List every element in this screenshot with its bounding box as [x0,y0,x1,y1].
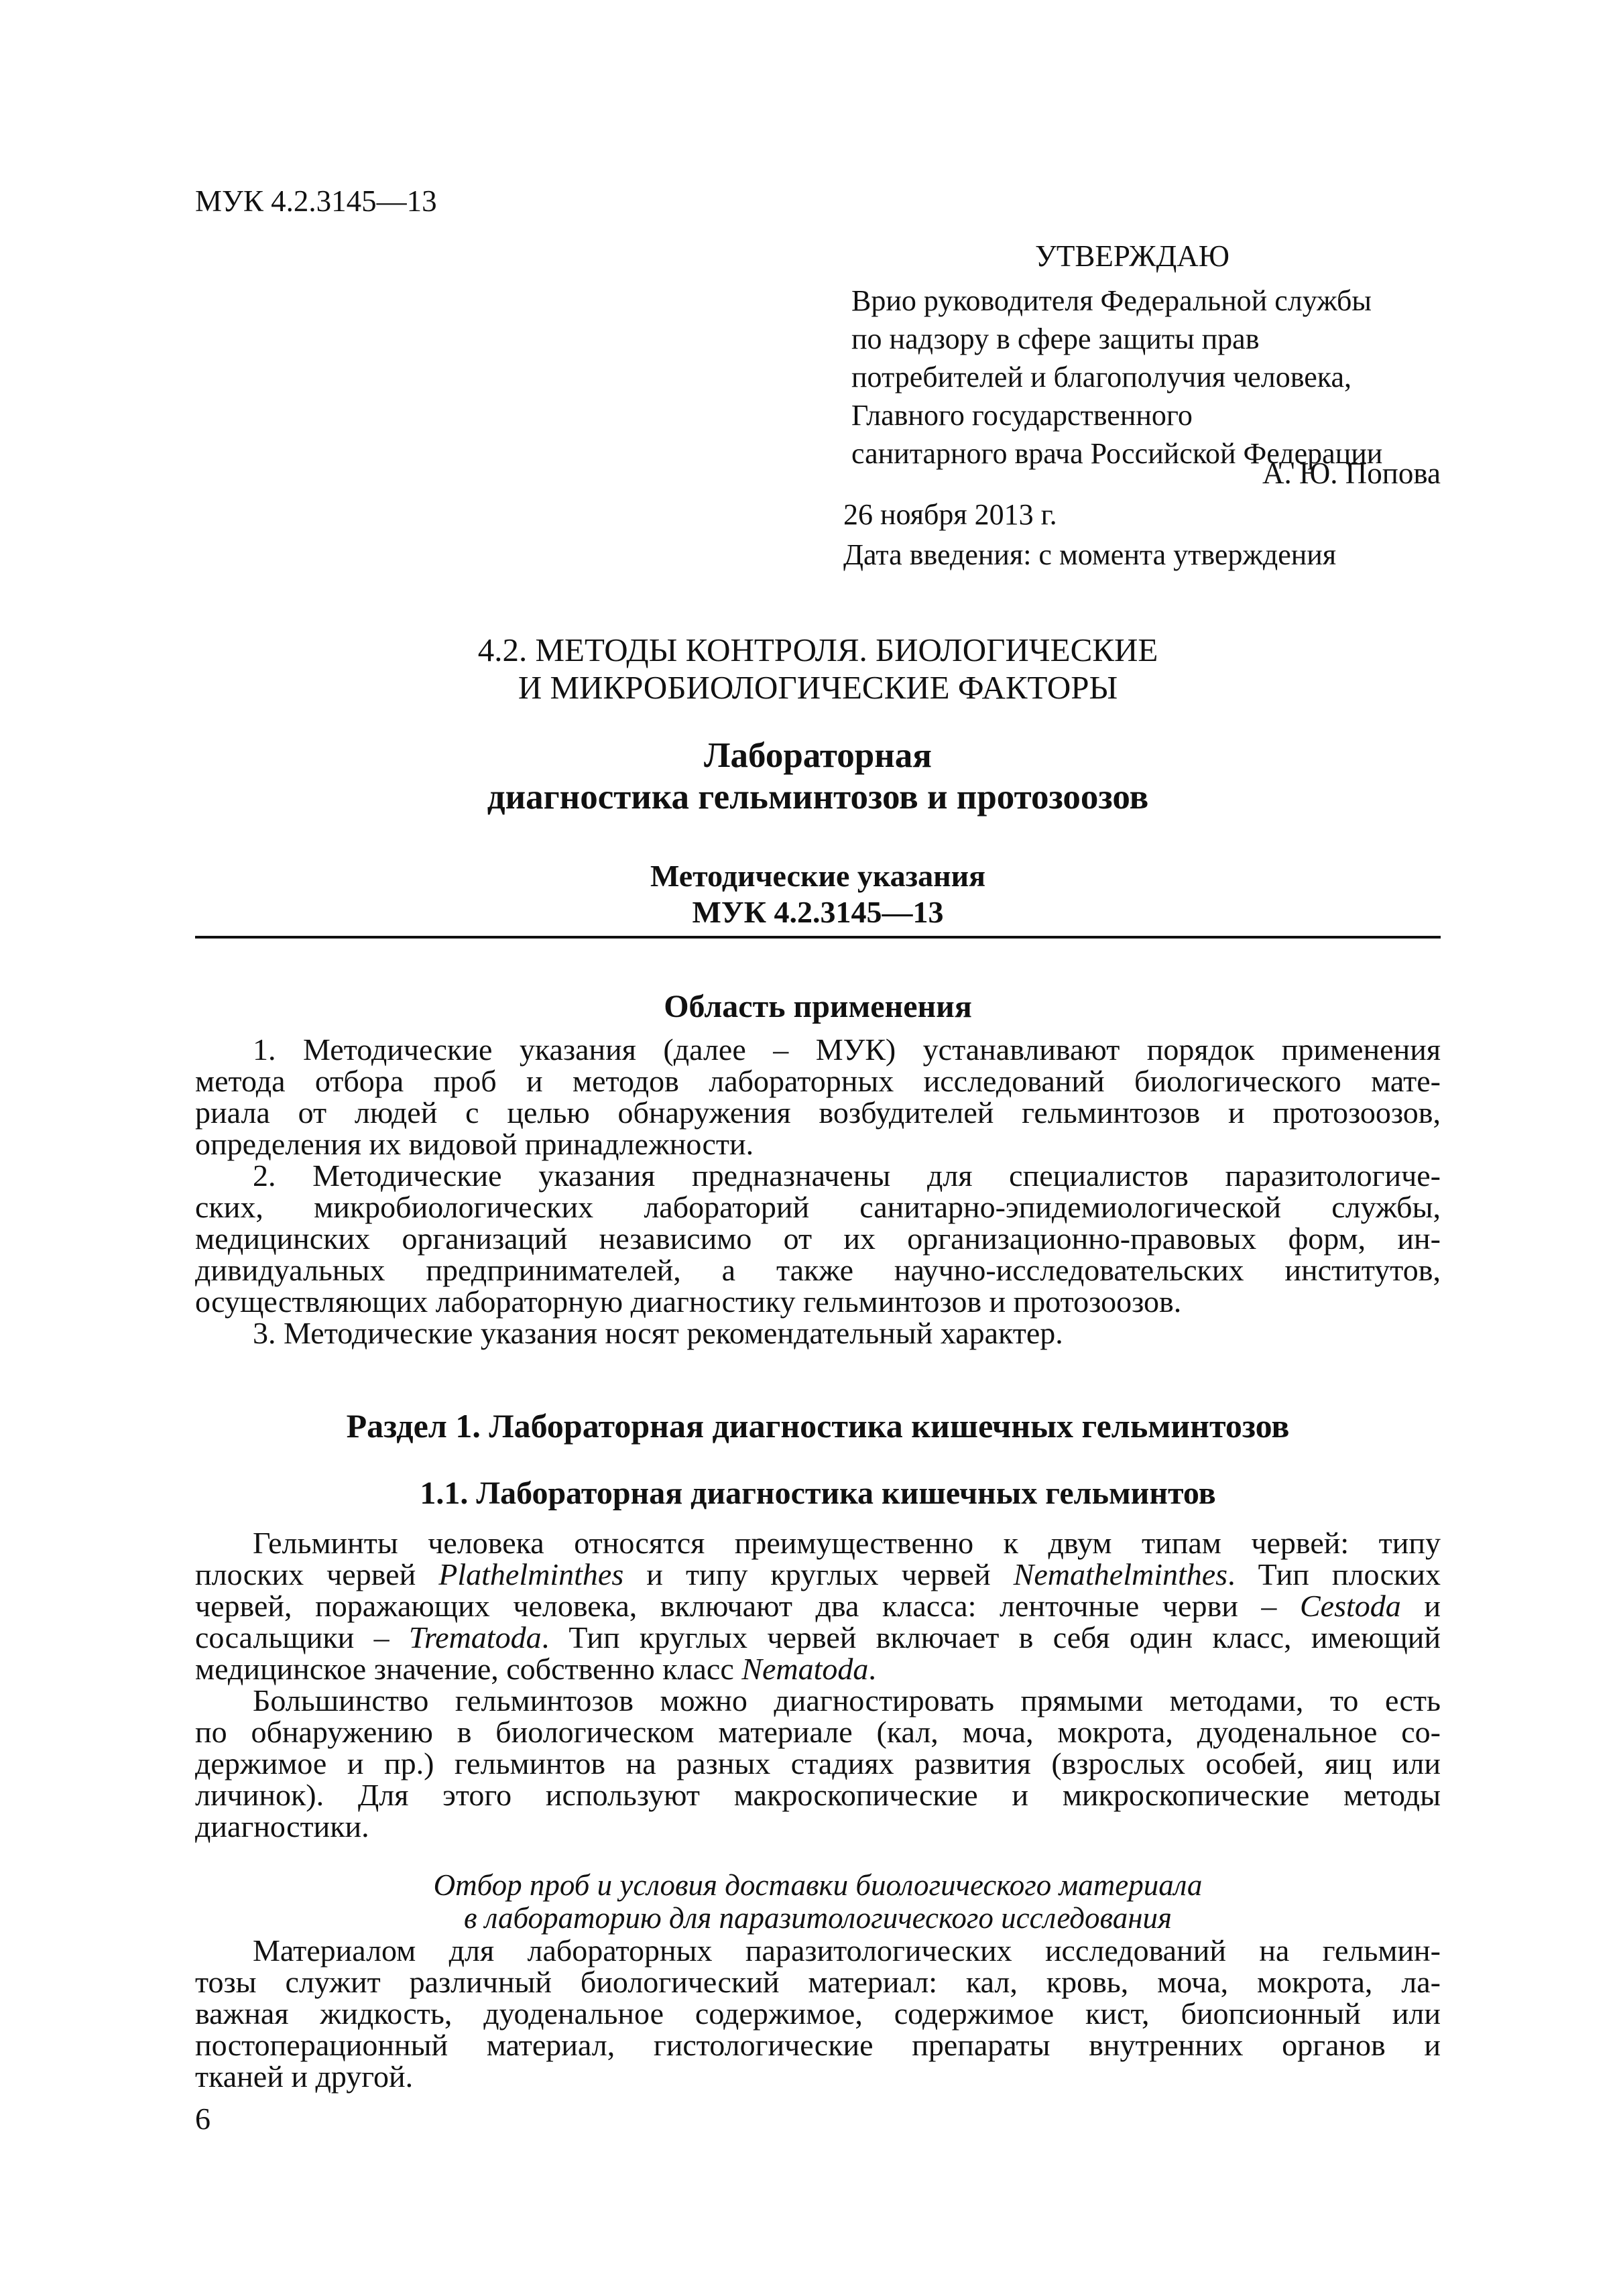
running-header: МУК 4.2.3145—13 [195,184,437,218]
title-line: Лабораторная [704,736,932,775]
taxon-name: Nematoda [741,1652,869,1686]
text-span: сосальщики – [195,1620,409,1654]
taxon-name: Cestoda [1300,1589,1401,1623]
taxon-name: Plathelminthes [438,1557,624,1591]
text-line: осуществляющих лабораторную диагностику гельминтозов и протозоозов. [195,1284,1182,1319]
category-line: И МИКРОБИОЛОГИЧЕСКИЕ ФАКТОРЫ [518,669,1118,706]
text-line: важная жидкость, дуоденальное содержимое, содержимое кист, биопсионный или [195,1996,1441,2031]
taxon-name: Nemathelminthes [1013,1557,1228,1591]
category-heading [195,631,1441,707]
italic-heading-line: Отбор проб и условия доставки биологического материала [433,1868,1203,1902]
doc-type-line: Методические указания [650,859,986,893]
text-line [195,1653,1441,1685]
approval-line: потребителей и благополучия человека, [851,361,1352,394]
scope-paragraph-3 [195,1317,1441,1349]
text-line: личинок). Для этого используют макроскопические и микроскопические методы [195,1778,1441,1812]
signatory-name: А. Ю. Попова [1262,457,1441,490]
text-line: Гельминты человека относятся преимущественно к двум типам червей: типу [253,1526,1441,1560]
section-heading: Раздел 1. Лабораторная диагностика кишечных гельминтозов [346,1407,1290,1445]
text-span: . Тип плоских [1227,1557,1441,1591]
text-line: медицинских организаций независимо от их организационно-правовых форм, ин- [195,1221,1441,1256]
text-line: 3. Методические указания носят рекомендательный характер. [253,1316,1063,1350]
effective-date: Дата введения: с момента утверждения [843,538,1337,571]
approval-block [851,282,1382,473]
text-line: держимое и пр.) гельминтов на разных стадиях развития (взрослых особей, яиц или [195,1746,1441,1780]
doc-type-line: МУК 4.2.3145—13 [692,895,944,929]
subsection-heading: 1.1. Лабораторная диагностика кишечных гельминтов [420,1475,1216,1511]
scope-heading: Область применения [664,989,972,1024]
title-line: диагностика гельминтозов и протозоозов [487,778,1149,817]
paragraph-diagnosis [195,1685,1441,1842]
taxon-name: Trematoda [408,1620,542,1654]
text-line: Материалом для лабораторных паразитологических исследований на гельмин- [253,1933,1441,1968]
text-line: по обнаружению в биологическом материале (кал, моча, мокрота, дуоденальное со- [195,1715,1441,1749]
title-rule [195,936,1441,939]
approval-date: 26 ноября 2013 г. [843,498,1057,531]
approval-line: Врио руководителя Федеральной службы [851,284,1372,317]
text-line: 2. Методические указания предназначены для специалистов паразитологиче- [253,1158,1441,1193]
approval-line: по надзору в сфере защиты прав [851,322,1260,355]
doc-type [195,858,1441,930]
section-body [195,1527,1441,1842]
text-line: риала от людей с целью обнаружения возбудителей гельминтозов и протозоозов, [195,1095,1441,1130]
text-line: тозы служит различный биологический материал: кал, кровь, моча, мокрота, ла- [195,1965,1441,1999]
document-title [195,735,1441,818]
paragraph-material [195,1935,1441,2092]
text-line: Большинство гельминтозов можно диагностировать прямыми методами, то есть [253,1683,1441,1717]
text-span: . [868,1652,876,1686]
category-line: 4.2. МЕТОДЫ КОНТРОЛЯ. БИОЛОГИЧЕСКИЕ [477,631,1158,668]
text-span: . Тип круглых червей включает в себя один класс, имеющий [541,1620,1441,1654]
text-line: постоперационный материал, гистологические препараты внутренних органов и [195,2028,1441,2062]
text-span: и [1400,1589,1441,1623]
text-span: и типу круглых червей [623,1557,1014,1591]
scope-paragraph-1 [195,1034,1441,1160]
page-number: 6 [195,2102,211,2136]
text-line: дивидуальных предпринимателей, а также научно-исследовательских институтов, [195,1253,1441,1287]
text-span: медицинское значение, собственно класс [195,1652,742,1686]
text-line [195,1622,1441,1653]
text-line: метода отбора проб и методов лабораторных исследований биологического мате- [195,1064,1441,1098]
approval-line: санитарного врача Российской Федерации [851,437,1383,470]
text-span: плоских червей [195,1557,439,1591]
text-span: червей, поражающих человека, включают два класса: ленточные черви – [195,1589,1300,1623]
paragraph-helminths [195,1527,1441,1685]
approval-line: Главного государственного [851,399,1193,432]
approval-stamp: УТВЕРЖДАЮ [1035,239,1230,273]
scope-body [195,1034,1441,1349]
text-line: диагностики. [195,1809,369,1844]
text-line: тканей и другой. [195,2059,414,2094]
scope-paragraph-2 [195,1160,1441,1317]
italic-heading [195,1869,1441,1935]
text-line [195,1559,1441,1590]
text-line: определения их видовой принадлежности. [195,1127,754,1161]
text-line: ских, микробиологических лабораторий санитарно-эпидемиологической службы, [195,1190,1441,1224]
italic-heading-line: в лабораторию для паразитологического исследования [464,1901,1172,1935]
text-line: 1. Методические указания (далее – МУК) устанавливают порядок применения [253,1032,1441,1067]
text-line [195,1590,1441,1622]
